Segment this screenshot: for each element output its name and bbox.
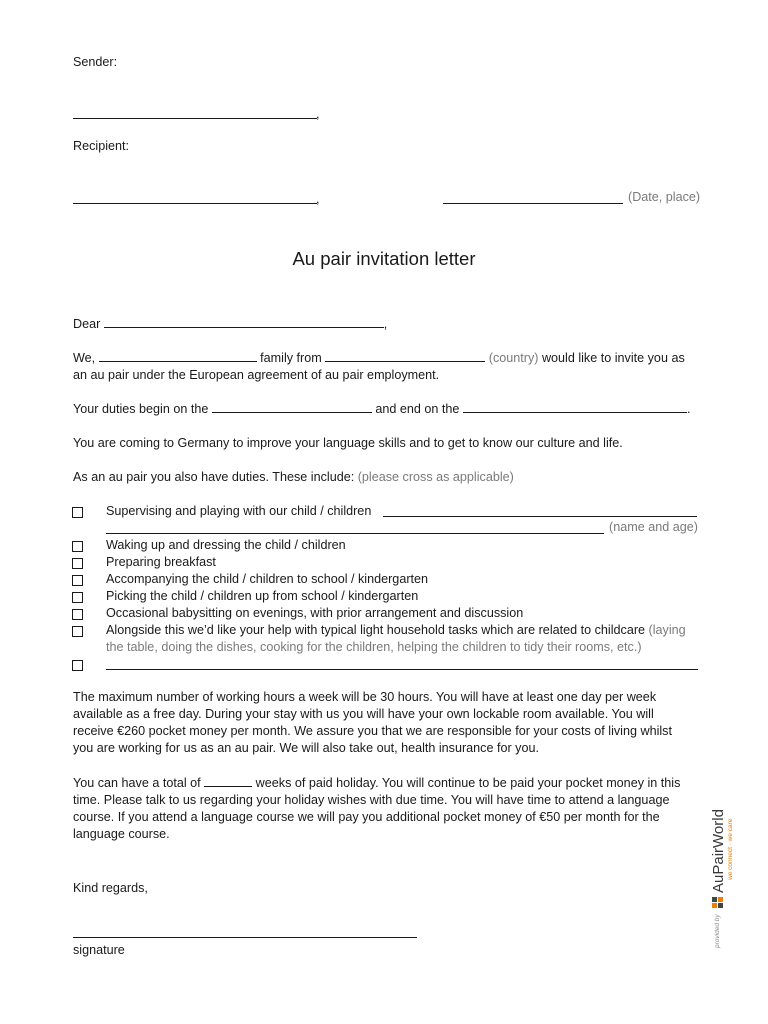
hours-line-2: available as a free day. During your stay with us you will have your own lockable room available. You will [73, 707, 654, 721]
duty-checkbox-supervising[interactable] [72, 507, 83, 518]
begin-date-field[interactable] [212, 402, 372, 413]
date-place-line[interactable] [443, 203, 623, 204]
closing: Kind regards, [73, 881, 148, 895]
hours-line-3: receive €260 pocket money per month. We assure you that we are responsible for your costs of living whilst [73, 724, 672, 738]
duty-checkbox-picking-up[interactable] [72, 592, 83, 603]
intro-line-2: an au pair under the European agreement of au pair employment. [73, 368, 440, 382]
sender-label: Sender: [73, 55, 118, 69]
logo-tagline: we connect · we care [727, 818, 734, 880]
holiday-weeks-field[interactable] [204, 776, 252, 787]
date-place-hint: (Date, place) [628, 190, 701, 204]
children-name-line[interactable] [383, 516, 697, 517]
dear-end: , [383, 317, 388, 331]
dear-line [73, 317, 387, 331]
sender-comma: , [316, 107, 320, 121]
sender-line[interactable] [73, 118, 317, 119]
recipient-label: Recipient: [73, 139, 130, 153]
duty-checkbox-accompanying[interactable] [72, 575, 83, 586]
duty-begin-text: Your duties begin on the [73, 402, 209, 416]
holiday-line-1 [73, 776, 680, 790]
duties-intro-text: As an au pair you also have duties. These include: [73, 470, 355, 484]
intro-invite: would like to invite you as [541, 351, 685, 365]
duty-period: . [686, 402, 691, 416]
duty-waking: Waking up and dressing the child / children [106, 538, 346, 552]
duty-picking-up: Picking the child / children up from school / kindergarten [106, 589, 419, 603]
aupairworld-logo [699, 790, 739, 960]
holiday-line-3: course. If you attend a language course we will pay you additional pocket money of €50 per month for the [73, 810, 660, 824]
germany-text: You are coming to Germany to improve your language skills and to get to know our culture and life. [73, 436, 623, 450]
duty-supervising: Supervising and playing with our child / children [106, 504, 372, 518]
intro-line-1 [73, 351, 685, 365]
duties-intro-hint: (please cross as applicable) [357, 470, 514, 484]
dear-name-field[interactable] [104, 317, 384, 328]
duty-household-text: Alongside this we’d like your help with typical light household tasks which are related to childcare [106, 623, 646, 637]
holiday-line-4: language course. [73, 827, 170, 841]
duty-checkbox-other[interactable] [72, 660, 83, 671]
page-title: Au pair invitation letter [292, 248, 476, 269]
recipient-line[interactable] [73, 203, 317, 204]
duty-household [106, 623, 686, 637]
hours-line-1: The maximum number of working hours a week will be 30 hours. You will have at least one day per week [73, 690, 657, 704]
intro-we: We, [73, 351, 96, 365]
holiday-lead: You can have a total of [73, 776, 201, 790]
holiday-rest: weeks of paid holiday. You will continue to be paid your pocket money in this [255, 776, 681, 790]
duty-breakfast: Preparing breakfast [106, 555, 216, 569]
duty-accompanying: Accompanying the child / children to school / kindergarten [106, 572, 429, 586]
duty-babysitting: Occasional babysitting on evenings, with prior arrangement and discussion [106, 606, 524, 620]
duty-dates-line [73, 402, 690, 416]
children-age-line[interactable] [106, 533, 604, 534]
family-name-field[interactable] [99, 351, 257, 362]
holiday-line-2: time. Please talk to us regarding your holiday wishes with due time. You will have time to attend a language [73, 793, 670, 807]
logo-provided-by: provided by [714, 914, 721, 948]
hours-line-4: you are working for us as an au pair. We will also take out, health insurance for you. [73, 741, 539, 755]
household-hint-1: (laying [648, 623, 686, 637]
end-date-field[interactable] [463, 402, 687, 413]
country-hint: (country) [488, 351, 539, 365]
duty-checkbox-breakfast[interactable] [72, 558, 83, 569]
dear-lead: Dear [73, 317, 101, 331]
recipient-comma: , [316, 192, 320, 206]
duty-end-text: and end on the [375, 402, 460, 416]
logo-brand: AuPairWorld [710, 809, 727, 893]
signature-line[interactable] [73, 937, 417, 938]
intro-family-from: family from [260, 351, 322, 365]
duty-checkbox-waking[interactable] [72, 541, 83, 552]
duty-checkbox-babysitting[interactable] [72, 609, 83, 620]
other-duty-line[interactable] [106, 669, 698, 670]
household-hint-2: the table, doing the dishes, cooking for the children, helping the children to tidy their rooms, etc.) [106, 640, 642, 654]
country-field[interactable] [325, 351, 485, 362]
duty-checkbox-household[interactable] [72, 626, 83, 637]
name-age-hint: (name and age) [609, 520, 698, 534]
signature-label: signature [73, 943, 125, 957]
logo-mark-icon [712, 897, 723, 908]
duties-intro [73, 470, 514, 484]
